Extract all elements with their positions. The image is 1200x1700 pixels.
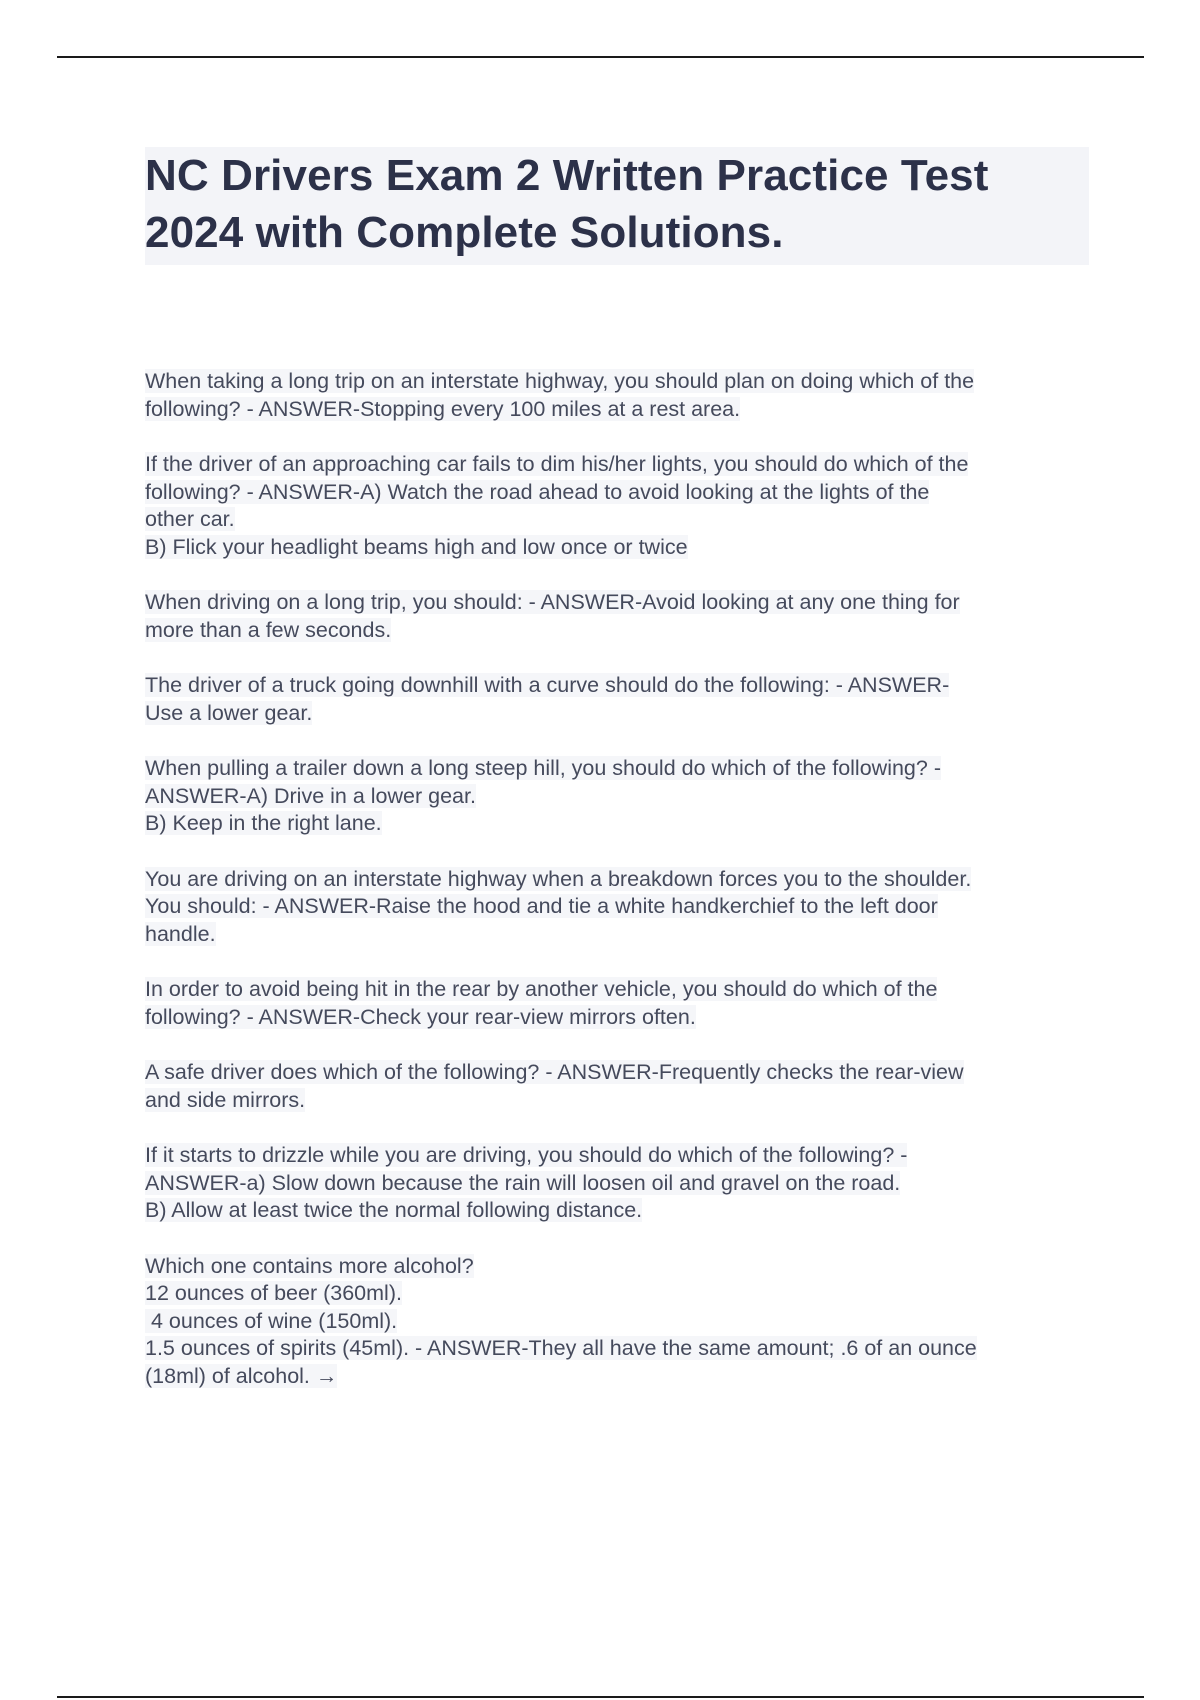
qa-line: In order to avoid being hit in the rear by another vehicle, you should do which of the [145, 977, 938, 1001]
title-line-1: NC Drivers Exam 2 Written Practice Test [145, 151, 989, 200]
qa-line: The driver of a truck going downhill with a curve should do the following: - ANSWER- [145, 673, 950, 697]
qa-line: 12 ounces of beer (360ml). [145, 1281, 402, 1305]
qa-line: ANSWER-A) Drive in a lower gear. [145, 783, 476, 808]
qa-item [145, 976, 1095, 1031]
qa-item [145, 1059, 1095, 1114]
qa-line: (18ml) of alcohol. → [145, 1363, 338, 1388]
qa-line: Which one contains more alcohol? [145, 1253, 474, 1278]
qa-line: other car. [145, 507, 235, 531]
qa-line: B) Keep in the right lane. [145, 811, 382, 835]
qa-line: B) Allow at least twice the normal following distance. [145, 1198, 643, 1222]
qa-line: Use a lower gear. [145, 700, 313, 725]
qa-item [145, 1142, 1095, 1225]
qa-line: more than a few seconds. [145, 617, 392, 642]
qa-line: 1.5 ounces of spirits (45ml). - ANSWER-They all have the same amount; .6 of an ounce [145, 1336, 977, 1360]
qa-line: handle. [145, 921, 216, 946]
qa-line: You are driving on an interstate highway when a breakdown forces you to the shoulder. [145, 866, 972, 891]
qa-line: When taking a long trip on an interstate highway, you should plan on doing which of the [145, 369, 975, 393]
qa-line: If the driver of an approaching car fails to dim his/her lights, you should do which of the [145, 452, 969, 476]
bottom-rule [57, 1696, 1144, 1698]
qa-line: following? - ANSWER-Stopping every 100 miles at a rest area. [145, 396, 741, 421]
qa-line: If it starts to drizzle while you are driving, you should do which of the following? - [145, 1143, 908, 1167]
qa-item [145, 755, 1095, 838]
qa-line: B) Flick your headlight beams high and low once or twice [145, 534, 688, 559]
qa-item [145, 451, 1095, 561]
title-line-2: 2024 with Complete Solutions. [145, 208, 784, 257]
qa-line: 4 ounces of wine (150ml). [145, 1308, 398, 1333]
qa-item [145, 866, 1095, 949]
qa-line: following? - ANSWER-Check your rear-view mirrors often. [145, 1004, 696, 1029]
top-rule [57, 56, 1144, 58]
qa-line: When driving on a long trip, you should: - ANSWER-Avoid looking at any one thing for [145, 590, 960, 614]
qa-line: You should: - ANSWER-Raise the hood and tie a white handkerchief to the left door [145, 894, 938, 918]
qa-line: A safe driver does which of the following? - ANSWER-Frequently checks the rear-view [145, 1060, 964, 1084]
qa-list [145, 368, 1095, 1418]
qa-line: When pulling a trailer down a long steep hill, you should do which of the following? - [145, 756, 941, 780]
qa-item [145, 1253, 1095, 1391]
qa-line: ANSWER-a) Slow down because the rain will loosen oil and gravel on the road. [145, 1170, 901, 1195]
qa-item [145, 589, 1095, 644]
qa-item [145, 672, 1095, 727]
document-title [145, 147, 1089, 265]
qa-item [145, 368, 1095, 423]
qa-line: and side mirrors. [145, 1087, 306, 1112]
qa-line: following? - ANSWER-A) Watch the road ahead to avoid looking at the lights of the [145, 479, 930, 504]
